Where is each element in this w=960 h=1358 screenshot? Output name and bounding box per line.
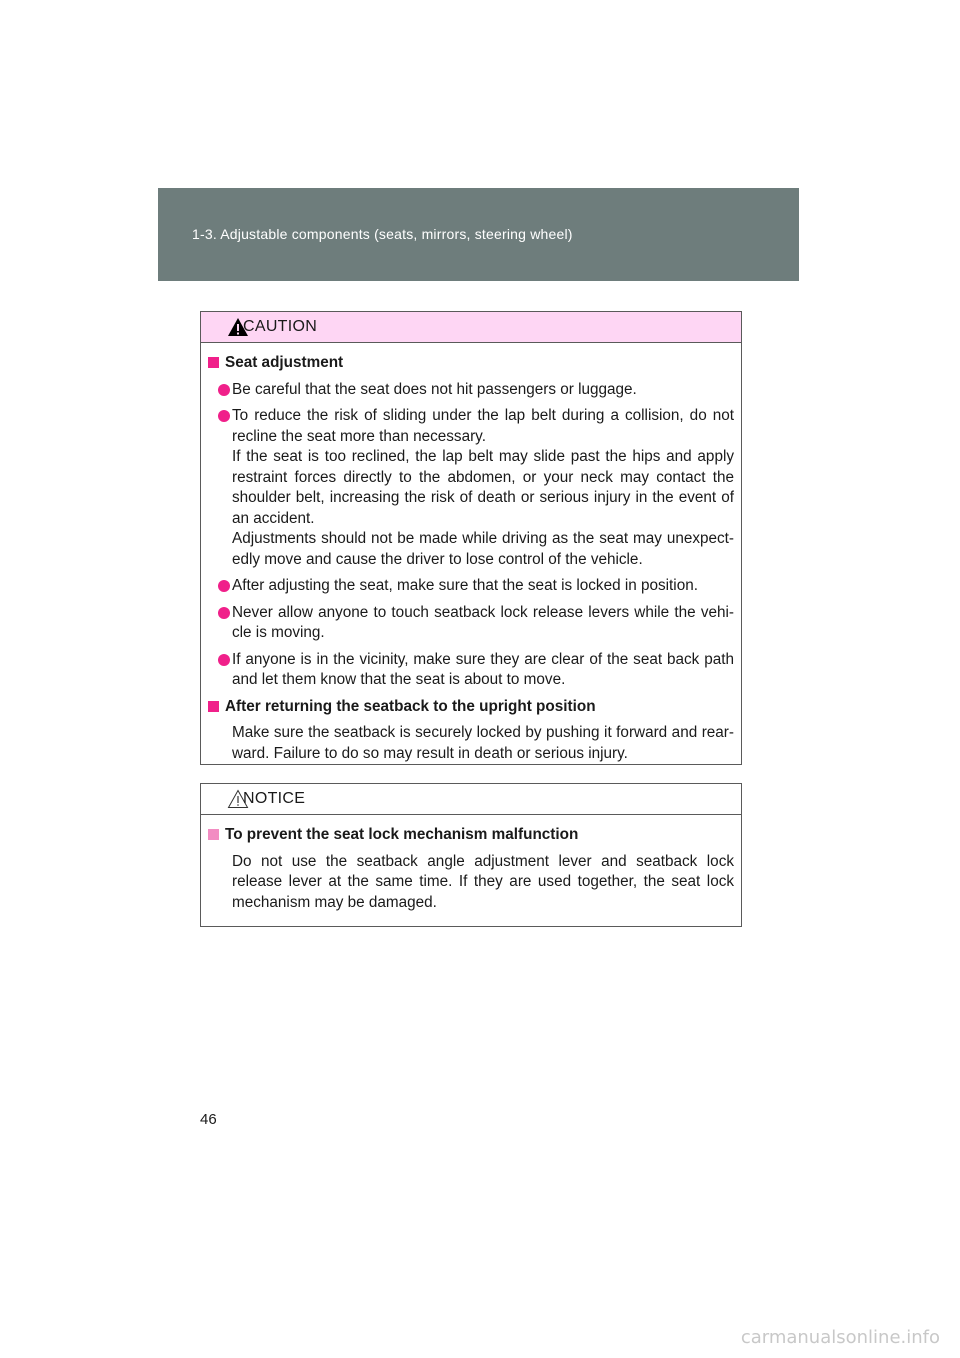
circle-bullet-icon <box>218 654 230 666</box>
circle-bullet-icon <box>218 410 230 422</box>
notice-title: NOTICE <box>243 790 306 807</box>
list-item: Never allow anyone to touch seatback lock release levers while the vehi-cle is moving. <box>208 603 734 644</box>
section-text: Make sure the seatback is securely locked by pushing it forward and rear-ward. Failure to do so may result in death or serious injury. <box>232 724 734 762</box>
square-bullet-icon <box>208 357 219 368</box>
section-heading: To prevent the seat lock mechanism malfunction <box>208 825 734 846</box>
section-title: 1-3. Adjustable components (seats, mirrors, steering wheel) <box>192 226 573 242</box>
section-header-band <box>158 188 799 281</box>
watermark: carmanualsonline.info <box>740 1327 940 1348</box>
section-heading: After returning the seatback to the upright position <box>208 697 734 718</box>
caution-header <box>201 312 741 343</box>
circle-bullet-icon <box>218 607 230 619</box>
notice-header <box>201 784 741 815</box>
square-bullet-icon <box>208 829 219 840</box>
square-bullet-icon <box>208 701 219 712</box>
caution-box <box>200 311 742 765</box>
circle-bullet-icon <box>218 384 230 396</box>
list-item: Be careful that the seat does not hit passengers or luggage. <box>208 380 734 401</box>
notice-content <box>201 815 741 913</box>
list-item: To reduce the risk of sliding under the lap belt during a collision, do not recline the seat more than necessary. If the seat is too reclined, the lap belt may slide past the hips and apply restraint forces directly to the abdomen, or your neck may contact the shoulder belt, increasing the risk of death or serious injury in the event of an accident. Adjustments should not be made while driving as the seat may unexpect-edly move and cause the driver to lose control of the vehicle. <box>208 406 734 570</box>
caution-content <box>201 343 741 764</box>
caution-title: CAUTION <box>243 318 318 335</box>
list-item: After adjusting the seat, make sure that the seat is locked in position. <box>208 576 734 597</box>
page-number: 46 <box>200 1111 217 1128</box>
circle-bullet-icon <box>218 580 230 592</box>
list-item: If anyone is in the vicinity, make sure they are clear of the seat back path and let them know that the seat is about to move. <box>208 650 734 691</box>
section-text: Do not use the seatback angle adjustment lever and seatback lock release lever at the same time. If they are used together, the seat lock mechanism may be damaged. <box>232 852 734 911</box>
section-heading: Seat adjustment <box>208 353 734 374</box>
notice-box <box>200 783 742 927</box>
